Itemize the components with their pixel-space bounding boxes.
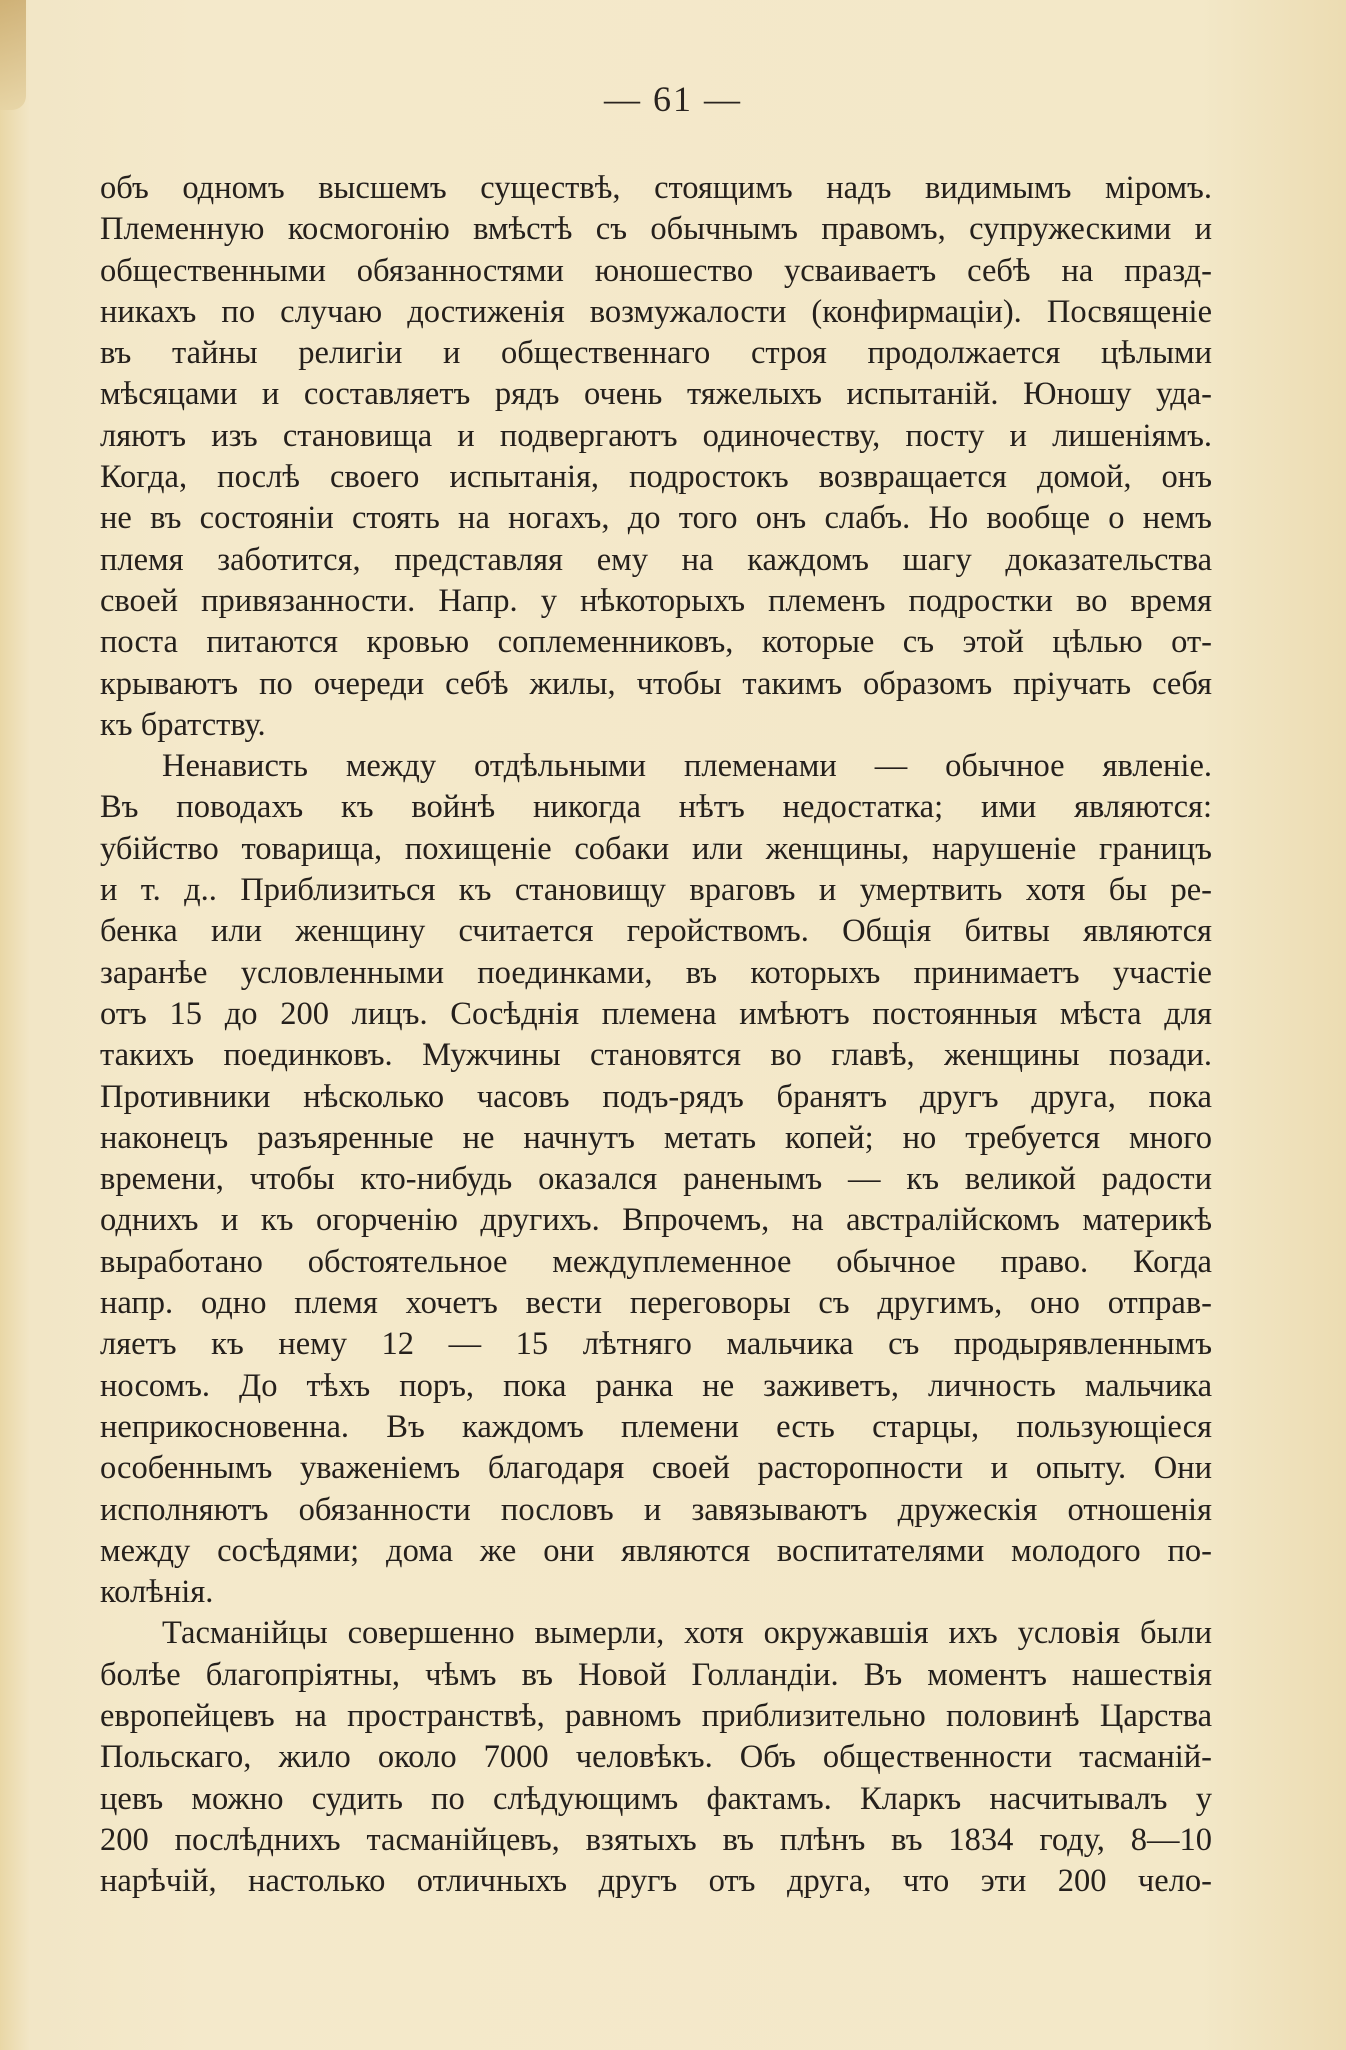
text-line: цевъ можно судить по слѣдующимъ фактамъ. Кларкъ насчитывалъ у (100, 1780, 1212, 1817)
text-line: объ одномъ высшемъ существѣ, стоящимъ надъ видимымъ міромъ. (100, 170, 1212, 206)
text-line: Ненависть между отдѣльными племенами — обычное явленіе. (162, 748, 1212, 785)
text-line: Противники нѣсколько часовъ подъ-рядъ бранятъ другъ друга, пока (100, 1078, 1212, 1115)
text-line: исполняютъ обязанности пословъ и завязываютъ дружескія отношенія (100, 1491, 1212, 1528)
text-line: однихъ и къ огорченію другихъ. Впрочемъ, на австралійскомъ материкѣ (100, 1202, 1212, 1239)
text-line: убійство товарища, похищеніе собаки или женщины, нарушеніе границъ (100, 830, 1212, 867)
text-line: европейцевъ на пространствѣ, равномъ приблизительно половинѣ Царства (100, 1697, 1212, 1734)
text-line: носомъ. До тѣхъ поръ, пока ранка не заживетъ, личность мальчика (100, 1367, 1212, 1404)
text-line: неприкосновенна. Въ каждомъ племени есть старцы, пользующіеся (100, 1408, 1212, 1445)
text-line: между сосѣдями; дома же они являются воспитателями молодого по- (100, 1532, 1212, 1569)
text-line: Племенную космогонію вмѣстѣ съ обычнымъ правомъ, супружескими и (100, 211, 1212, 248)
text-line: болѣе благопріятны, чѣмъ въ Новой Голландіи. Въ моментъ нашествія (100, 1656, 1212, 1693)
text-line: заранѣе условленными поединками, въ которыхъ принимаетъ участіе (100, 954, 1212, 991)
text-line: своей привязанности. Напр. у нѣкоторыхъ племенъ подростки во время (100, 582, 1212, 619)
text-line: племя заботится, представляя ему на каждомъ шагу доказательства (100, 541, 1212, 578)
text-line: Тасманійцы совершенно вымерли, хотя окружавшія ихъ условія были (162, 1615, 1212, 1652)
page-number: — 61 — (604, 79, 742, 119)
text-line: никахъ по случаю достиженія возмужалости (конфирмаціи). Посвященіе (100, 293, 1212, 330)
text-line: не въ состояніи стоять на ногахъ, до того онъ слабъ. Но вообще о немъ (100, 500, 1212, 537)
text-line: общественными обязанностями юношество усваиваетъ себѣ на празд- (100, 252, 1212, 289)
text-line: особеннымъ уваженіемъ благодаря своей расторопности и опыту. Они (100, 1450, 1212, 1487)
text-line: такихъ поединковъ. Мужчины становятся во главѣ, женщины позади. (100, 1037, 1212, 1074)
text-line: мѣсяцами и составляетъ рядъ очень тяжелыхъ испытаній. Юношу уда- (100, 376, 1212, 413)
text-line: Когда, послѣ своего испытанія, подростокъ возвращается домой, онъ (100, 459, 1212, 496)
text-line: бенка или женщину считается геройствомъ. Общія битвы являются (100, 913, 1212, 950)
text-line: выработано обстоятельное междуплеменное обычное право. Когда (100, 1243, 1212, 1280)
text-line: наконецъ разъяренные не начнутъ метать копей; но требуется много (100, 1119, 1212, 1156)
text-line: и т. д.. Приблизиться къ становищу враговъ и умертвить хотя бы ре- (100, 872, 1212, 909)
text-line: колѣнія. (100, 1574, 214, 1611)
text-line: отъ 15 до 200 лицъ. Сосѣднія племена имѣютъ постоянныя мѣста для (100, 995, 1212, 1032)
body-text (100, 168, 1212, 1902)
text-line: ляютъ изъ становища и подвергаютъ одиночеству, посту и лишеніямъ. (100, 417, 1212, 454)
text-line: поста питаются кровью соплеменниковъ, которые съ этой цѣлью от- (100, 624, 1212, 661)
text-line: крываютъ по очереди себѣ жилы, чтобы такимъ образомъ пріучать себя (100, 665, 1212, 702)
text-line: къ братству. (100, 706, 266, 743)
text-line: нарѣчій, настолько отличныхъ другъ отъ друга, что эти 200 чело- (100, 1863, 1212, 1900)
text-line: напр. одно племя хочетъ вести переговоры съ другимъ, оно отправ- (100, 1285, 1212, 1322)
text-line: въ тайны религіи и общественнаго строя продолжается цѣлыми (100, 335, 1212, 372)
text-line: Въ поводахъ къ войнѣ никогда нѣтъ недостатка; ими являются: (100, 789, 1212, 826)
text-line: ляетъ къ нему 12 — 15 лѣтняго мальчика съ продырявленнымъ (100, 1326, 1212, 1363)
text-line: 200 послѣднихъ тасманійцевъ, взятыхъ въ плѣнъ въ 1834 году, 8—10 (100, 1821, 1212, 1858)
text-line: времени, чтобы кто-нибудь оказался раненымъ — къ великой радости (100, 1161, 1212, 1198)
text-line: Польскаго, жило около 7000 человѣкъ. Объ общественности тасманій- (100, 1739, 1212, 1776)
